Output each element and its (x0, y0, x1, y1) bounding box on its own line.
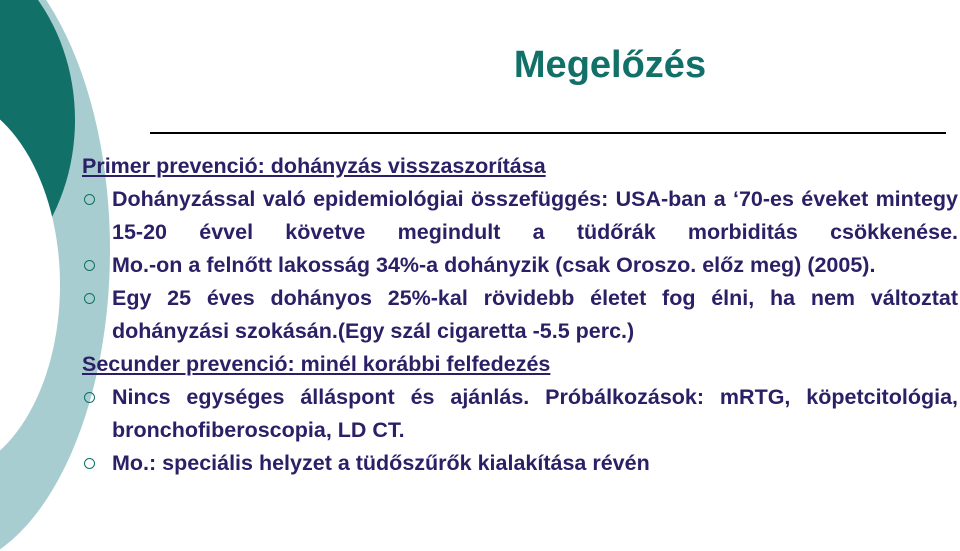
bullet-text: Egy 25 éves dohányos 25%-kal rövidebb életet fog élni, ha nem változtat dohányzási szokásán.(Egy szál cigaretta -5.5 perc.) (112, 286, 958, 343)
bullet-item (82, 381, 958, 447)
circle-bullet-icon (84, 458, 95, 469)
section-heading-primary: Primer prevenció: dohányzás visszaszorítása (82, 154, 546, 178)
bullet-item (82, 183, 958, 249)
circle-bullet-icon (84, 392, 95, 403)
bullet-item (82, 282, 958, 348)
bullet-text: Dohányzással való epidemiológiai összefüggés: USA-ban a ‘70-es éveket mintegy 15-20 évvel követve megindult a tüdőrák morbiditás csökkenése. (112, 187, 958, 244)
bullet-text: Nincs egységes álláspont és ajánlás. Próbálkozások: mRTG, köpetcitológia, bronchofiberoscopia, LD CT. (112, 385, 958, 442)
slide-title: Megelőzés (513, 44, 707, 86)
title-divider (150, 132, 946, 134)
bullet-text: Mo.-on a felnőtt lakosság 34%-a dohányzik (csak Oroszo. előz meg) (2005). (112, 253, 876, 277)
slide-content (82, 150, 958, 480)
bullet-item (82, 249, 958, 282)
bullet-item (82, 447, 958, 480)
circle-bullet-icon (84, 293, 95, 304)
circle-bullet-icon (84, 260, 95, 271)
section-heading-secondary: Secunder prevenció: minél korábbi felfedezés (82, 352, 551, 376)
bullet-text: Mo.: speciális helyzet a tüdőszűrők kialakítása révén (112, 451, 650, 475)
circle-bullet-icon (84, 194, 95, 205)
